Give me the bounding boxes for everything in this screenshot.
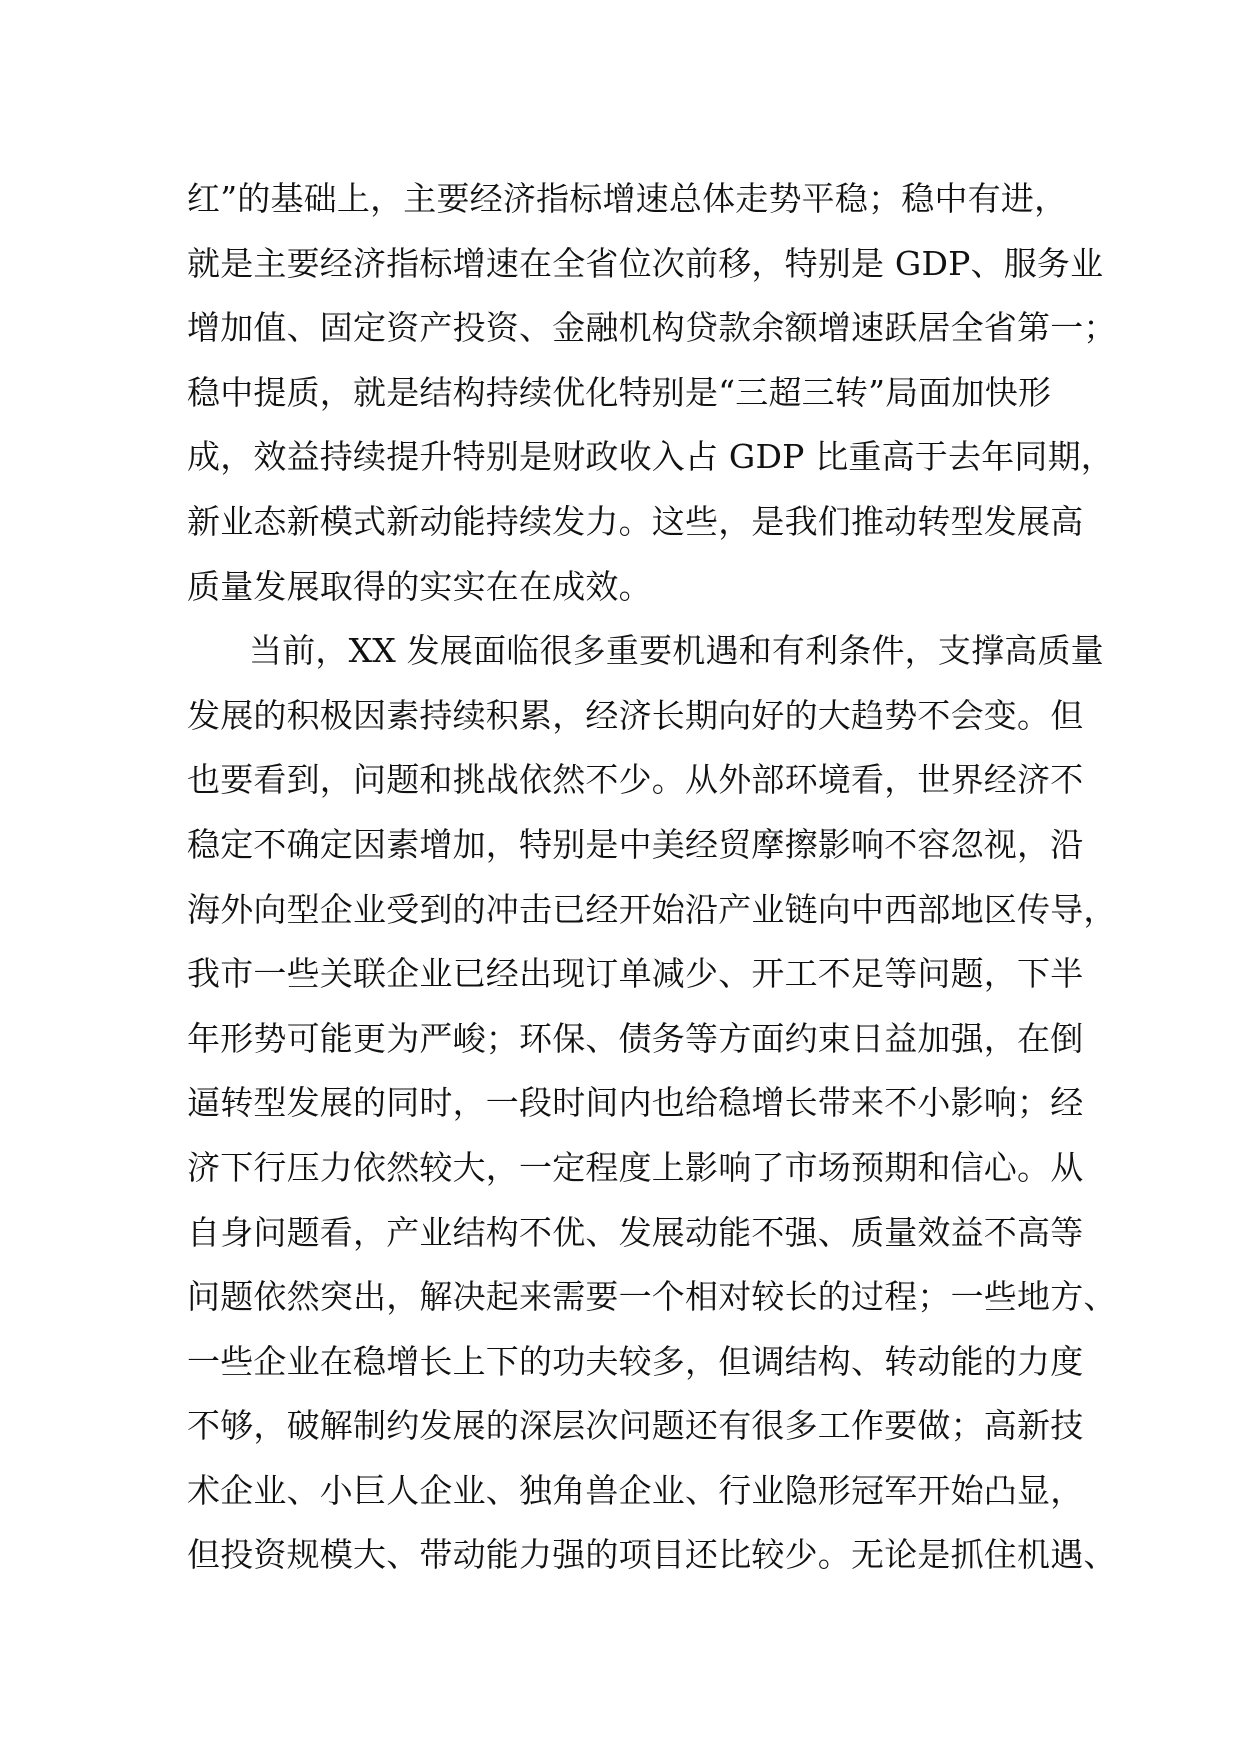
paragraph-line: 问题依然突出，解决起来需要一个相对较长的过程；一些地方、 [187,1277,1117,1317]
paragraph-line: 就是主要经济指标增速在全省位次前移，特别是 GDP、服务业 [187,243,1104,283]
paragraph-line: 也要看到，问题和挑战依然不少。从外部环境看，世界经济不 [187,760,1084,800]
paragraph-line: 稳定不确定因素增加，特别是中美经贸摩擦影响不容忽视，沿 [187,824,1084,864]
paragraph-2 [187,619,1117,1588]
paragraph-line: 新业态新模式新动能持续发力。这些，是我们推动转型发展高 [187,501,1084,541]
paragraph-line: 但投资规模大、带动能力强的项目还比较少。无论是抓住机遇、 [187,1535,1117,1575]
paragraph-line: 济下行压力依然较大，一定程度上影响了市场预期和信心。从 [187,1147,1084,1187]
paragraph-line: 稳中提质，就是结构持续优化特别是“三超三转”局面加快形 [187,372,1052,412]
paragraph-line: 成，效益持续提升特别是财政收入占 GDP 比重高于去年同期， [187,437,1115,477]
paragraph-line: 我市一些关联企业已经出现订单减少、开工不足等问题，下半 [187,954,1084,994]
paragraph-line: 自身问题看，产业结构不优、发展动能不强、质量效益不高等 [187,1212,1084,1252]
paragraph-line: 增加值、固定资产投资、金融机构贷款余额增速跃居全省第一； [187,308,1117,348]
paragraph-line: 年形势可能更为严峻；环保、债务等方面约束日益加强，在倒 [187,1018,1084,1058]
paragraph-line-indented: 当前，XX 发展面临很多重要机遇和有利条件，支撑高质量 [249,631,1104,671]
paragraph-line: 海外向型企业受到的冲击已经开始沿产业链向中西部地区传导， [187,889,1117,929]
paragraph-1 [187,167,1117,619]
paragraph-line: 逼转型发展的同时，一段时间内也给稳增长带来不小影响；经 [187,1083,1084,1123]
paragraph-line: 红”的基础上，主要经济指标增速总体走势平稳；稳中有进， [187,179,1068,218]
paragraph-line: 质量发展取得的实实在在成效。 [187,566,652,606]
document-body [187,167,1117,1588]
paragraph-line: 发展的积极因素持续积累，经济长期向好的大趋势不会变。但 [187,695,1084,735]
paragraph-line: 不够，破解制约发展的深层次问题还有很多工作要做；高新技 [187,1406,1084,1446]
paragraph-line: 术企业、小巨人企业、独角兽企业、行业隐形冠军开始凸显， [187,1470,1084,1510]
paragraph-line: 一些企业在稳增长上下的功夫较多，但调结构、转动能的力度 [187,1341,1084,1381]
